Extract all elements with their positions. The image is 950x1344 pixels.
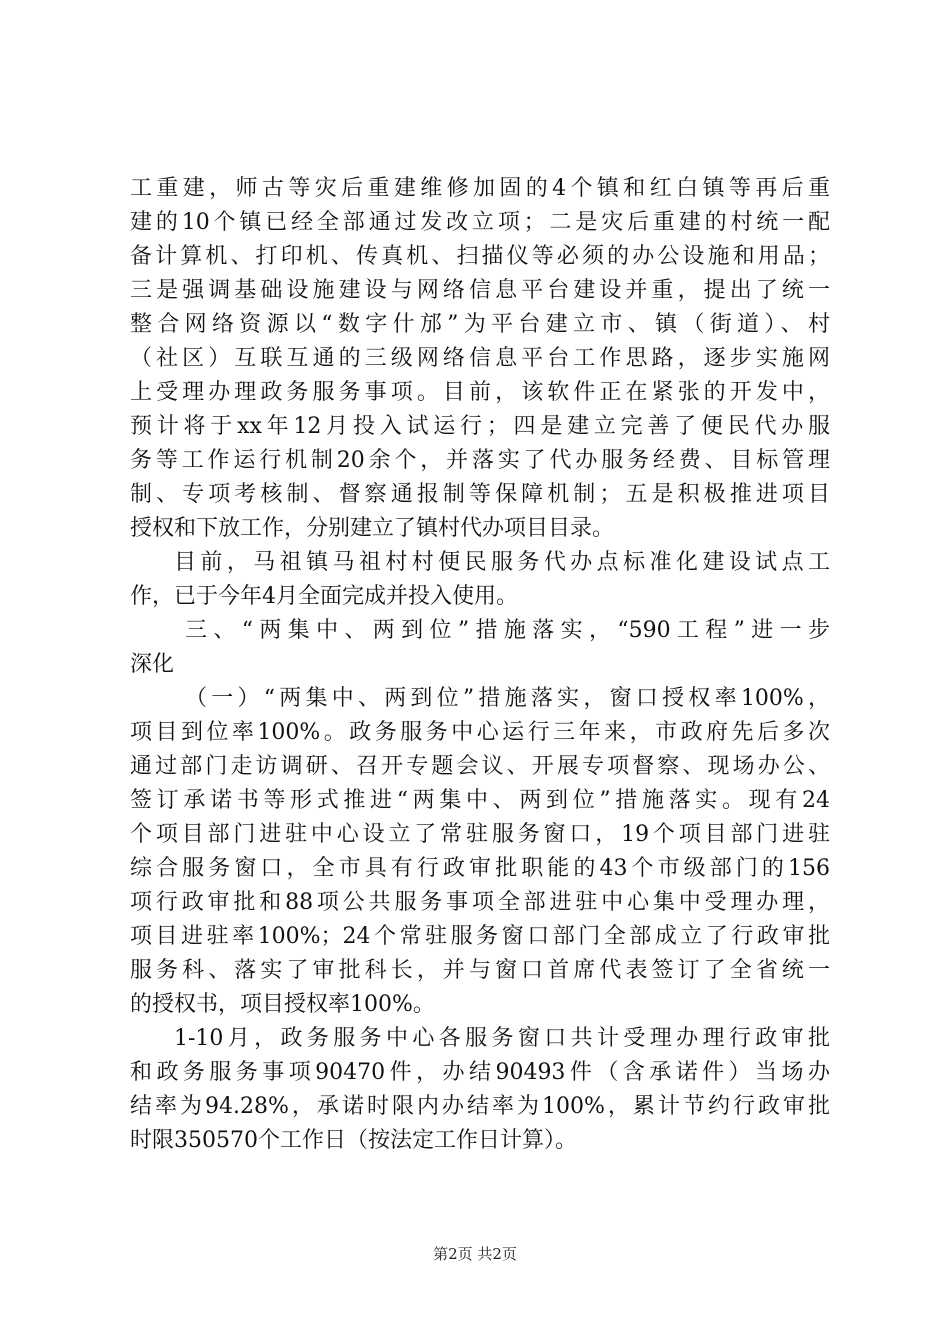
text-line: 的授权书，项目授权率100%。 [130, 992, 435, 1017]
text-line: 工重建，师古等灾后重建维修加固的4个镇和红白镇等再后重 [130, 176, 830, 201]
text-line: 个项目部门进驻中心设立了常驻服务窗口，19个项目部门进驻 [130, 822, 830, 847]
text-line: 结率为94.28%，承诺时限内办结率为100%，累计节约行政审批 [130, 1094, 830, 1119]
text-line: 作，已于今年4月全面完成并投入使用。 [130, 584, 518, 609]
text-line: 综合服务窗口，全市具有行政审批职能的43个市级部门的156 [130, 856, 830, 881]
text-line: 三是强调基础设施建设与网络信息平台建设并重，提出了统一 [130, 278, 830, 303]
page-footer: 第2页 共2页 [433, 1245, 517, 1263]
text-line: 项行政审批和88项公共服务事项全部进驻中心集中受理办理， [130, 890, 830, 915]
text-line: 授权和下放工作，分别建立了镇村代办项目目录。 [130, 516, 615, 541]
text-line: （一）“两集中、两到位”措施落实，窗口授权率100%， [185, 686, 830, 711]
text-line: 建的10个镇已经全部通过发改立项；二是灾后重建的村统一配 [130, 210, 830, 235]
text-line: 上受理办理政务服务事项。目前，该软件正在紧张的开发中， [130, 380, 830, 405]
document-body [130, 172, 830, 1158]
text-line: 务等工作运行机制20余个，并落实了代办服务经费、目标管理 [130, 448, 830, 473]
text-line: 1-10月，政务服务中心各服务窗口共计受理办理行政审批 [174, 1026, 830, 1051]
text-line: 项目进驻率100%；24个常驻服务窗口部门全部成立了行政审批 [130, 924, 830, 949]
text-line: 目前，马祖镇马祖村村便民服务代办点标准化建设试点工 [174, 550, 830, 575]
text-line: 整合网络资源以“数字什邡”为平台建立市、镇（街道）、村 [130, 312, 830, 337]
text-line: 服务科、落实了审批科长，并与窗口首席代表签订了全省统一 [130, 958, 830, 983]
text-line: 和政务服务事项90470件，办结90493件（含承诺件）当场办 [130, 1060, 830, 1085]
text-line: 项目到位率100%。政务服务中心运行三年来，市政府先后多次 [130, 720, 830, 745]
text-line: 通过部门走访调研、召开专题会议、开展专项督察、现场办公、 [130, 754, 830, 779]
text-line: 时限350570个工作日（按法定工作日计算）。 [130, 1128, 577, 1153]
text-line: 深化 [130, 652, 175, 677]
text-line: （社区）互联互通的三级网络信息平台工作思路，逐步实施网 [130, 346, 830, 371]
text-line: 签订承诺书等形式推进“两集中、两到位”措施落实。现有24 [130, 788, 830, 813]
text-line: 备计算机、打印机、传真机、扫描仪等必须的办公设施和用品； [130, 244, 830, 269]
text-line: 三、“两集中、两到位”措施落实，“590工程”进一步 [185, 618, 830, 643]
text-line: 预计将于xx年12月投入试运行；四是建立完善了便民代办服 [130, 414, 830, 439]
text-line: 制、专项考核制、督察通报制等保障机制；五是积极推进项目 [130, 482, 830, 507]
